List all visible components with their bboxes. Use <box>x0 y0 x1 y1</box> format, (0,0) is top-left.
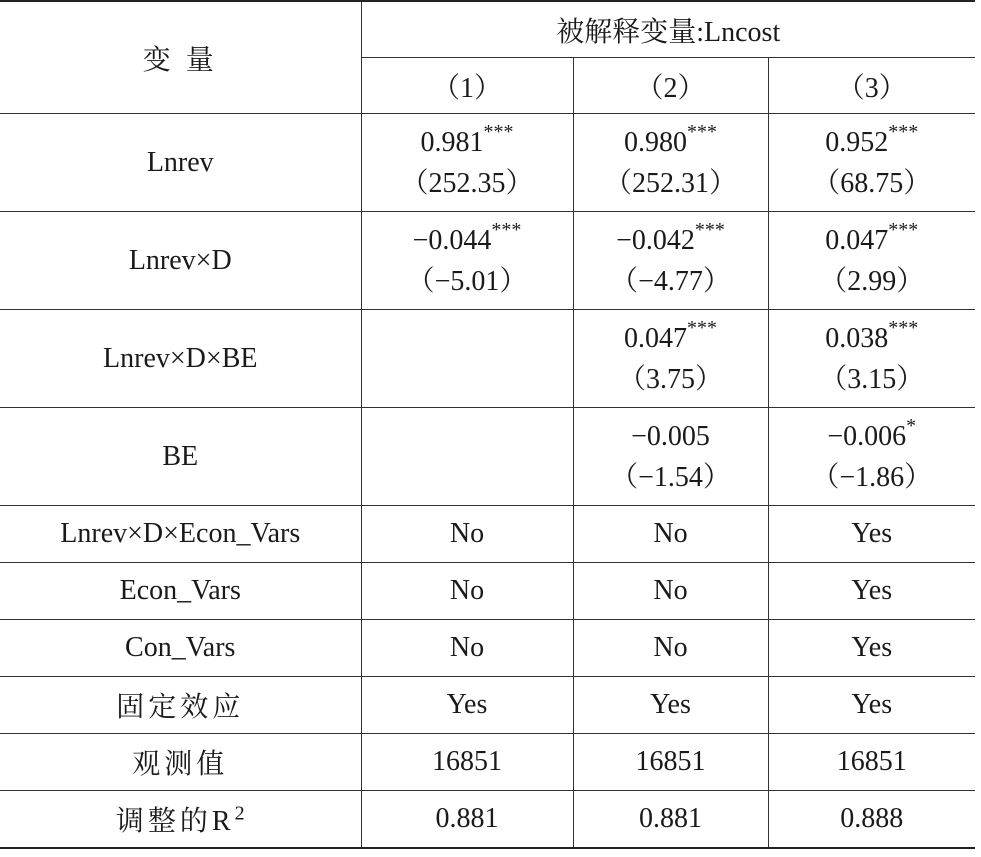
coef-cell <box>768 310 975 408</box>
t-stat: （−5.01） <box>406 265 528 297</box>
coef-cell <box>361 310 573 408</box>
significance-stars: *** <box>888 317 919 340</box>
t-stat: （3.15） <box>819 363 925 395</box>
table-row <box>0 212 975 310</box>
significance-stars: *** <box>491 219 522 242</box>
table-row <box>0 506 975 563</box>
coef-value: −0.006 <box>827 420 907 452</box>
table-cell: Yes <box>768 563 975 620</box>
coef-value: 0.952 <box>825 126 889 158</box>
t-stat: （2.99） <box>819 265 925 297</box>
table-cell: No <box>573 506 768 563</box>
column-header-3: （3） <box>768 58 975 114</box>
row-label: Con_Vars <box>0 620 361 677</box>
t-stat: （252.35） <box>400 167 534 199</box>
r2-superscript: 2 <box>234 802 245 825</box>
t-stat: （−4.77） <box>610 265 731 297</box>
table-row <box>0 114 975 212</box>
table-row <box>0 563 975 620</box>
t-stat: （68.75） <box>812 167 932 199</box>
coef-value: 0.038 <box>825 322 889 354</box>
column-header-2: （2） <box>573 58 768 114</box>
coef-cell <box>768 408 975 506</box>
coef-value: 0.047 <box>825 224 889 256</box>
table-cell: No <box>573 563 768 620</box>
coef-value: −0.005 <box>631 420 710 452</box>
coef-cell <box>361 408 573 506</box>
t-stat: （−1.54） <box>610 461 731 493</box>
coef-cell <box>361 114 573 212</box>
dependent-variable-header: 被解释变量:Lncost <box>361 1 975 58</box>
significance-stars: *** <box>888 121 919 144</box>
table-row <box>0 734 975 791</box>
t-stat: （3.75） <box>617 363 723 395</box>
row-label: Lnrev×D×Econ_Vars <box>0 506 361 563</box>
table-cell: Yes <box>573 677 768 734</box>
coef-value: 0.980 <box>624 126 687 158</box>
header-row-1 <box>0 1 975 58</box>
significance-stars: *** <box>687 121 717 144</box>
t-stat: （−1.86） <box>811 461 933 493</box>
table-cell: 0.881 <box>361 791 573 849</box>
row-label: 观测值 <box>0 734 361 791</box>
significance-stars: *** <box>694 219 725 242</box>
significance-stars: *** <box>687 317 717 340</box>
table-cell: 0.881 <box>573 791 768 849</box>
row-label: 固定效应 <box>0 677 361 734</box>
column-header-1: （1） <box>361 58 573 114</box>
table-row <box>0 620 975 677</box>
row-label: Lnrev×D <box>0 212 361 310</box>
table-cell: Yes <box>361 677 573 734</box>
row-label: BE <box>0 408 361 506</box>
row-label: Lnrev×D×BE <box>0 310 361 408</box>
table-row <box>0 677 975 734</box>
coef-cell <box>768 212 975 310</box>
table-cell: No <box>361 620 573 677</box>
significance-stars: *** <box>888 219 919 242</box>
table-cell: Yes <box>768 677 975 734</box>
table-cell: 16851 <box>573 734 768 791</box>
table-cell: 16851 <box>768 734 975 791</box>
table-cell: Yes <box>768 506 975 563</box>
coef-cell <box>573 212 768 310</box>
coef-value: −0.044 <box>412 224 492 256</box>
variable-header: 变 量 <box>0 1 361 114</box>
significance-stars: * <box>906 415 917 438</box>
coef-value: −0.042 <box>616 224 695 256</box>
table-cell: No <box>573 620 768 677</box>
coef-value: 0.047 <box>624 322 687 354</box>
table-row <box>0 791 975 849</box>
r2-label: 调整的R <box>115 806 235 837</box>
coef-cell <box>361 212 573 310</box>
coef-value: 0.981 <box>420 126 484 158</box>
table-cell: 16851 <box>361 734 573 791</box>
coef-cell <box>768 114 975 212</box>
coef-cell <box>573 114 768 212</box>
t-stat: （252.31） <box>603 167 737 199</box>
coef-cell <box>573 310 768 408</box>
table-cell: No <box>361 506 573 563</box>
row-label <box>0 791 361 849</box>
row-label: Econ_Vars <box>0 563 361 620</box>
row-label: Lnrev <box>0 114 361 212</box>
table-cell: No <box>361 563 573 620</box>
table-row <box>0 310 975 408</box>
table-row <box>0 408 975 506</box>
table-cell: 0.888 <box>768 791 975 849</box>
table-cell: Yes <box>768 620 975 677</box>
significance-stars: *** <box>483 121 514 144</box>
coef-cell <box>573 408 768 506</box>
